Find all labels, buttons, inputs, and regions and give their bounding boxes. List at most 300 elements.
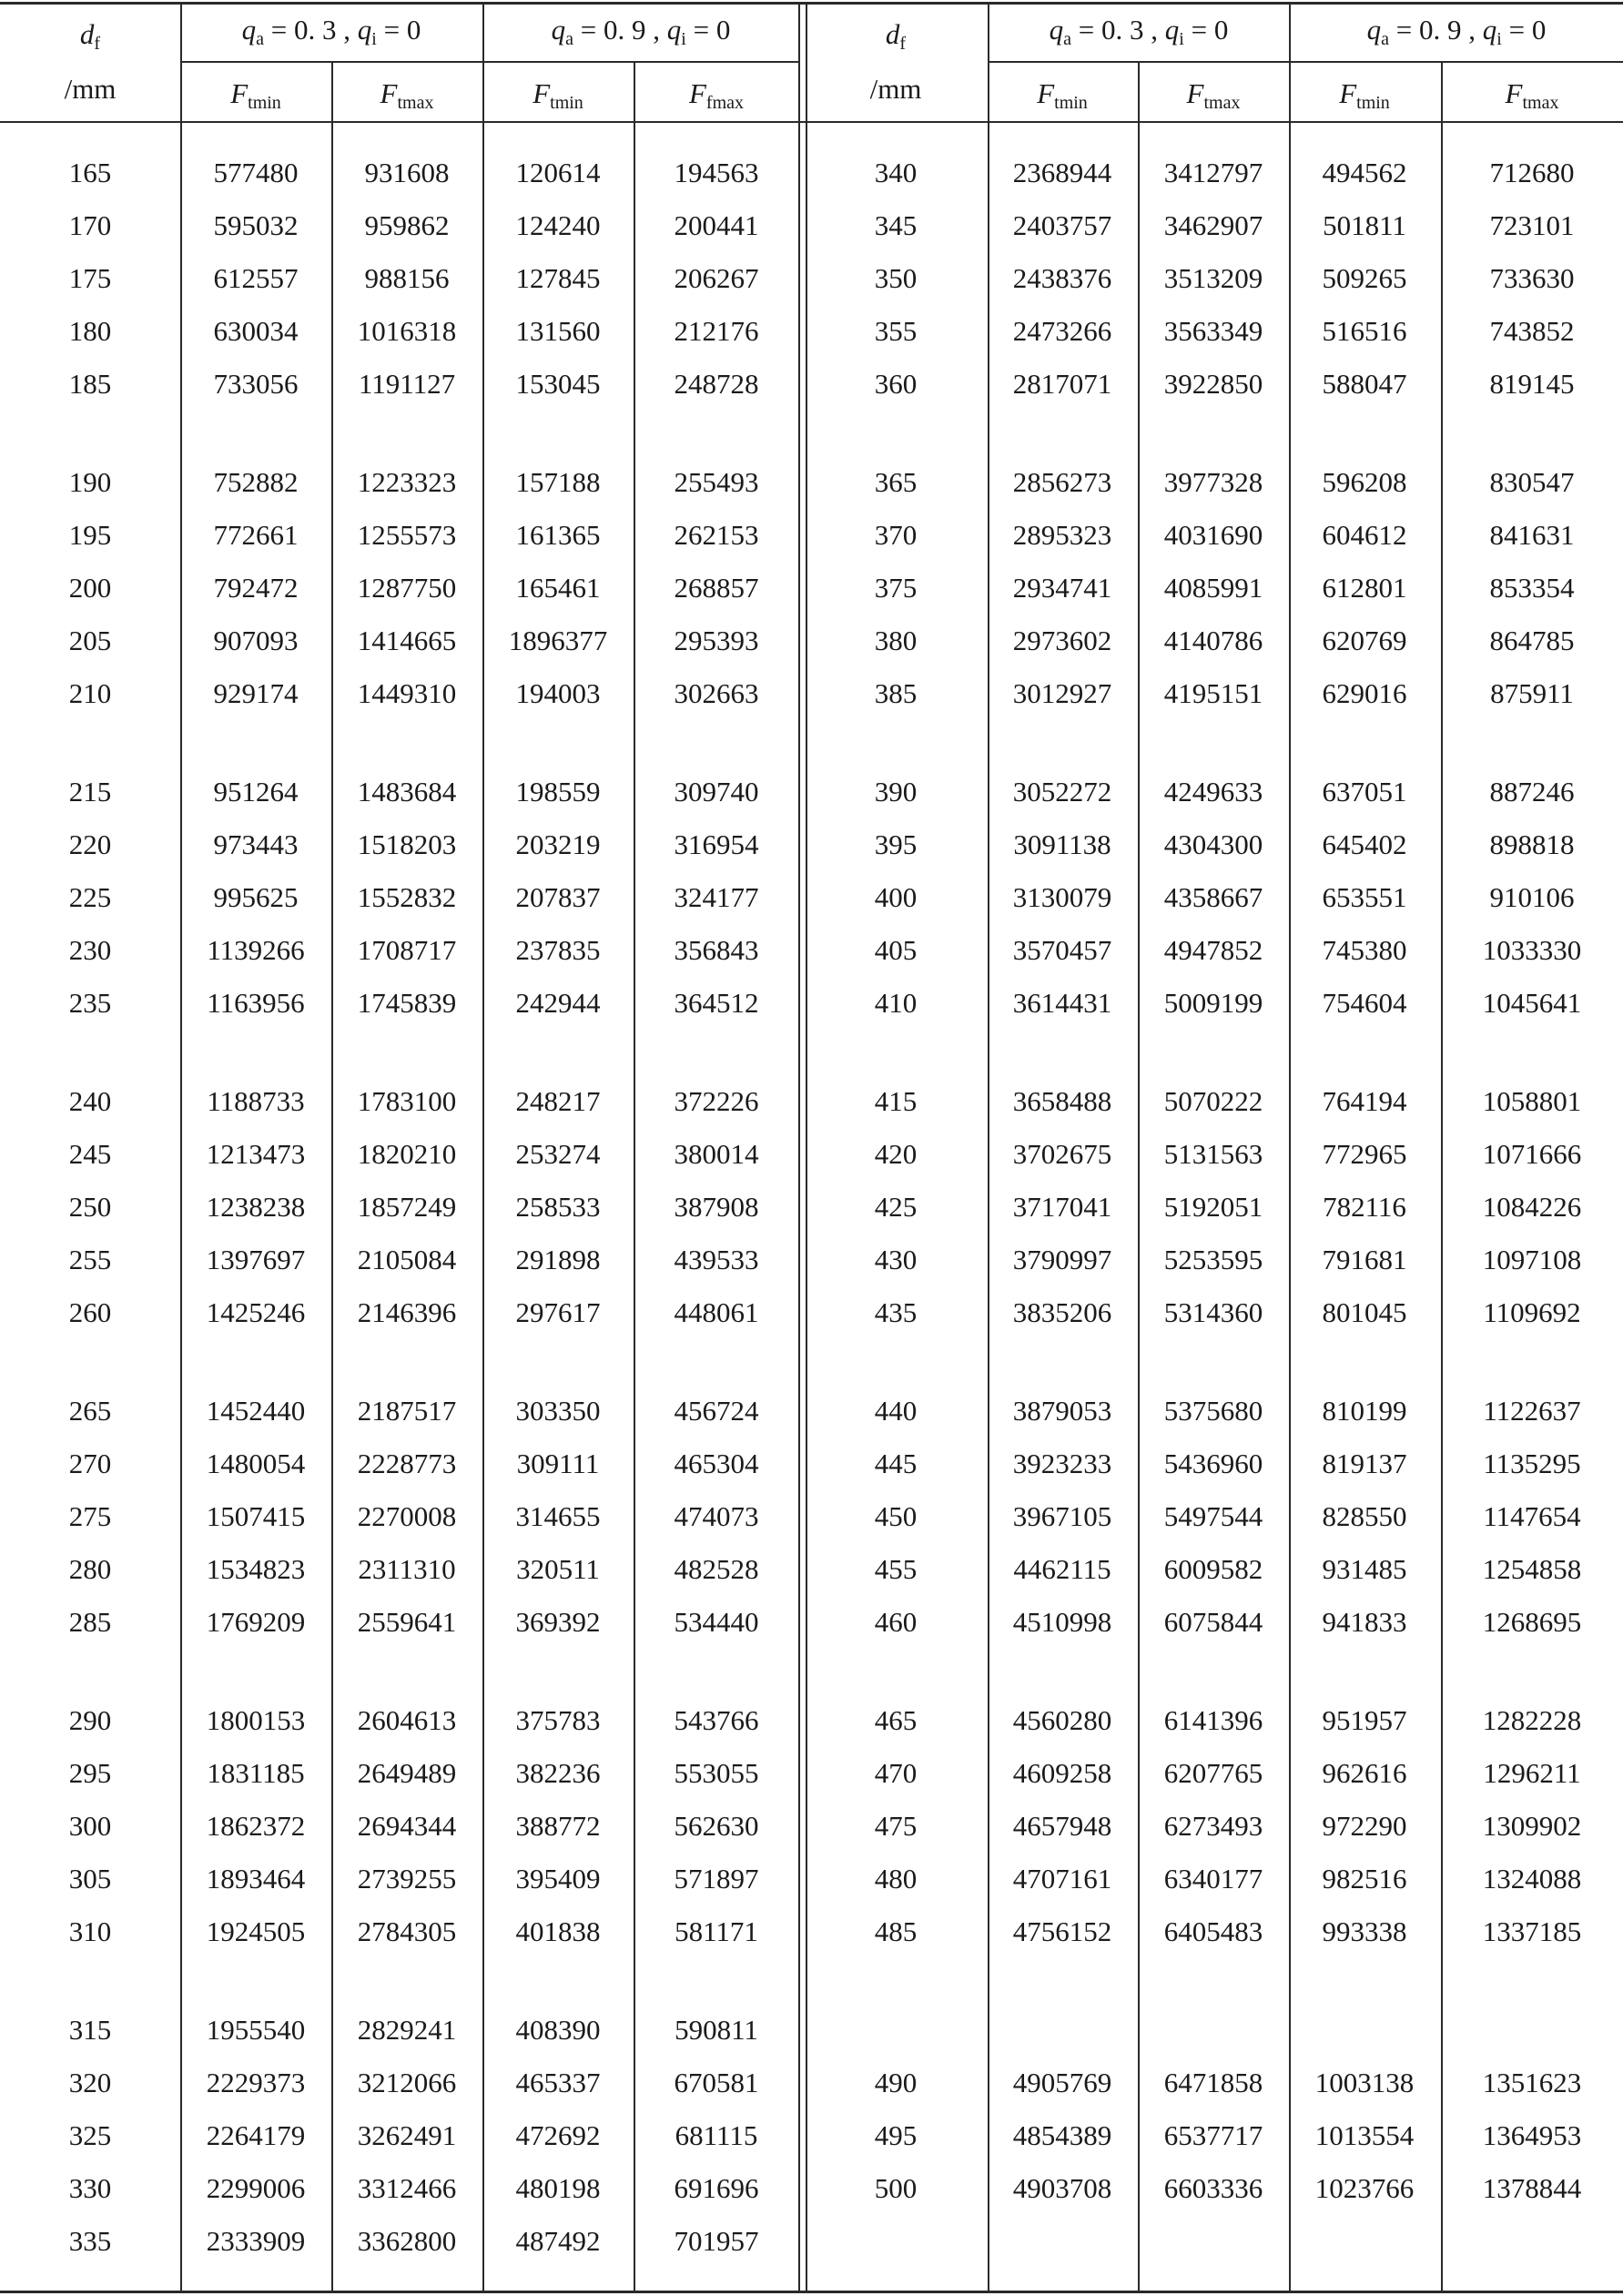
- left-qa09-fmax: 295393: [674, 625, 759, 656]
- right-qa03-ftmax: 4249633: [1163, 776, 1263, 808]
- left-df: 300: [68, 1810, 112, 1842]
- left-df: 195: [68, 519, 112, 551]
- right-qa03-ftmin: 2856273: [1012, 466, 1112, 498]
- left-df: 220: [68, 828, 112, 860]
- left-qa03-ftmin: 772661: [213, 519, 299, 551]
- left-qa09-ftmin: 127845: [515, 262, 601, 294]
- left-qa09-ftmin: 395409: [515, 1863, 601, 1895]
- left-qa03-ftmin: 1480054: [206, 1448, 306, 1479]
- right-qa03-ftmin: 4560280: [1012, 1704, 1112, 1736]
- left-df: 250: [68, 1191, 112, 1223]
- right-qa09-fmax: 853354: [1489, 572, 1575, 604]
- right-qa03-ftmax: 6273493: [1163, 1810, 1263, 1842]
- left-qa09-ftmin: 161365: [515, 519, 601, 551]
- right-qa03-ftmin: 2895323: [1012, 519, 1112, 551]
- left-qa03-ftmax: 3262491: [357, 2119, 457, 2151]
- left-qa09-fmax: 255493: [674, 466, 759, 498]
- col-header-right-0: Ftmin: [1037, 77, 1088, 113]
- right-df: 345: [874, 209, 918, 241]
- left-qa03-ftmin: 1534823: [206, 1553, 306, 1585]
- right-qa09-ftmin: 494562: [1322, 157, 1407, 188]
- left-qa03-ftmax: 1016318: [357, 315, 457, 347]
- right-qa09-fmax: 723101: [1489, 209, 1575, 241]
- right-df: 410: [874, 987, 918, 1019]
- left-qa09-fmax: 534440: [674, 1606, 759, 1638]
- left-qa09-fmax: 439533: [674, 1244, 759, 1275]
- right-df: 365: [874, 466, 918, 498]
- left-qa09-ftmin: 258533: [515, 1191, 601, 1223]
- col-header-left-1: Ftmax: [380, 77, 434, 113]
- right-qa03-ftmin: 3923233: [1012, 1448, 1112, 1479]
- right-df: 480: [874, 1863, 918, 1895]
- right-qa03-ftmin: 3012927: [1012, 677, 1112, 709]
- right-qa03-ftmin: 3790997: [1012, 1244, 1112, 1275]
- right-df: 380: [874, 625, 918, 656]
- right-qa03-ftmax: 5497544: [1163, 1500, 1263, 1532]
- left-qa03-ftmax: 2739255: [357, 1863, 457, 1895]
- left-df: 305: [68, 1863, 112, 1895]
- right-qa09-ftmin: 764194: [1322, 1085, 1407, 1117]
- right-df: 405: [874, 934, 918, 966]
- left-qa03-ftmax: 1857249: [357, 1191, 457, 1223]
- middle-double-rule-a: [798, 2, 800, 2293]
- right-qa09-fmax: 830547: [1489, 466, 1575, 498]
- right-qa09-fmax: 1254858: [1482, 1553, 1582, 1585]
- left-qa03-ftmin: 1163956: [207, 987, 305, 1019]
- right-qa03-ftmax: 4358667: [1163, 881, 1263, 913]
- left-qa09-fmax: 316954: [674, 828, 759, 860]
- right-qa09-ftmin: 596208: [1322, 466, 1407, 498]
- left-qa03-ftmax: 2270008: [357, 1500, 457, 1532]
- left-qa03-ftmin: 1507415: [206, 1500, 306, 1532]
- left-qa03-ftmax: 2311310: [358, 1553, 456, 1585]
- left-qa09-fmax: 248728: [674, 368, 759, 400]
- left-qa03-ftmax: 2187517: [357, 1395, 457, 1427]
- left-df: 215: [68, 776, 112, 808]
- left-qa09-ftmin: 1896377: [508, 625, 608, 656]
- right-qa09-fmax: 1084226: [1482, 1191, 1582, 1223]
- right-df: 375: [874, 572, 918, 604]
- right-df: 450: [874, 1500, 918, 1532]
- left-qa03-ftmax: 1552832: [357, 881, 457, 913]
- left-df: 295: [68, 1757, 112, 1789]
- left-qa03-ftmax: 1483684: [357, 776, 457, 808]
- right-df: 455: [874, 1553, 918, 1585]
- left-qa09-fmax: 590811: [675, 2014, 758, 2046]
- right-qa09-ftmin: 604612: [1322, 519, 1407, 551]
- right-qa09-fmax: 841631: [1489, 519, 1575, 551]
- left-qa03-ftmax: 931608: [364, 157, 450, 188]
- left-df: 170: [68, 209, 112, 241]
- right-qa03-ftmax: 3922850: [1163, 368, 1263, 400]
- bottom-rule: [0, 2291, 1623, 2293]
- col-rule: [1441, 61, 1443, 2293]
- right-qa09-fmax: 1296211: [1483, 1757, 1581, 1789]
- right-qa09-ftmin: 612801: [1322, 572, 1407, 604]
- right-qa09-fmax: 864785: [1489, 625, 1575, 656]
- right-qa03-ftmin: 3130079: [1012, 881, 1112, 913]
- right-qa09-ftmin: 993338: [1322, 1915, 1407, 1947]
- left-qa09-fmax: 356843: [674, 934, 759, 966]
- left-qa03-ftmax: 2649489: [357, 1757, 457, 1789]
- col-rule: [1289, 2, 1291, 2293]
- right-qa03-ftmin: 4707161: [1012, 1863, 1112, 1895]
- left-qa09-fmax: 701957: [674, 2225, 759, 2257]
- right-qa09-fmax: 887246: [1489, 776, 1575, 808]
- right-qa09-ftmin: 982516: [1322, 1863, 1407, 1895]
- left-qa09-fmax: 543766: [674, 1704, 759, 1736]
- left-qa03-ftmin: 792472: [213, 572, 299, 604]
- right-qa03-ftmin: 4462115: [1013, 1553, 1111, 1585]
- right-qa09-fmax: 1058801: [1482, 1085, 1582, 1117]
- left-qa09-ftmin: 120614: [515, 157, 601, 188]
- left-qa09-fmax: 364512: [674, 987, 759, 1019]
- right-qa09-ftmin: 620769: [1322, 625, 1407, 656]
- left-qa03-ftmax: 2559641: [357, 1606, 457, 1638]
- right-qa09-fmax: 1378844: [1482, 2172, 1582, 2204]
- left-df: 335: [68, 2225, 112, 2257]
- right-qa09-fmax: 1135295: [1483, 1448, 1581, 1479]
- right-df: 390: [874, 776, 918, 808]
- left-df: 225: [68, 881, 112, 913]
- right-qa03-ftmin: 2973602: [1012, 625, 1112, 656]
- left-qa03-ftmin: 1425246: [206, 1296, 306, 1328]
- right-qa03-ftmax: 5314360: [1163, 1296, 1263, 1328]
- header-bottom-rule: [0, 121, 1623, 123]
- col-rule: [180, 2, 182, 2293]
- left-df: 285: [68, 1606, 112, 1638]
- left-qa03-ftmax: 3212066: [357, 2067, 457, 2098]
- right-qa09-ftmin: 772965: [1322, 1138, 1407, 1170]
- right-df: 400: [874, 881, 918, 913]
- right-qa03-ftmin: 3614431: [1012, 987, 1112, 1019]
- right-qa03-ftmin: 4903708: [1012, 2172, 1112, 2204]
- right-df: 470: [874, 1757, 918, 1789]
- right-qa03-ftmin: 3091138: [1013, 828, 1111, 860]
- left-qa03-ftmin: 973443: [213, 828, 299, 860]
- right-qa09-ftmin: 941833: [1322, 1606, 1407, 1638]
- right-qa03-ftmin: 2403757: [1012, 209, 1112, 241]
- left-qa03-ftmin: 951264: [213, 776, 299, 808]
- right-qa03-ftmax: 5192051: [1163, 1191, 1263, 1223]
- right-qa03-ftmin: 3658488: [1012, 1085, 1112, 1117]
- right-qa03-ftmax: 5375680: [1163, 1395, 1263, 1427]
- right-qa09-fmax: 898818: [1489, 828, 1575, 860]
- left-df: 275: [68, 1500, 112, 1532]
- right-qa09-ftmin: 951957: [1322, 1704, 1407, 1736]
- right-qa03-ftmin: 4657948: [1012, 1810, 1112, 1842]
- left-qa03-ftmax: 2146396: [357, 1296, 457, 1328]
- right-df: 370: [874, 519, 918, 551]
- right-qa03-ftmin: 2817071: [1012, 368, 1112, 400]
- right-qa03-ftmin: 3835206: [1012, 1296, 1112, 1328]
- left-qa09-fmax: 387908: [674, 1191, 759, 1223]
- left-qa03-ftmax: 2604613: [357, 1704, 457, 1736]
- right-qa09-ftmin: 801045: [1322, 1296, 1407, 1328]
- left-qa09-fmax: 200441: [674, 209, 759, 241]
- left-qa09-ftmin: 309111: [516, 1448, 600, 1479]
- right-df: 420: [874, 1138, 918, 1170]
- left-qa09-fmax: 212176: [674, 315, 759, 347]
- left-qa03-ftmax: 1518203: [357, 828, 457, 860]
- left-qa03-ftmax: 1745839: [357, 987, 457, 1019]
- right-qa09-fmax: 1364953: [1482, 2119, 1582, 2151]
- left-qa03-ftmax: 988156: [364, 262, 450, 294]
- right-qa09-fmax: 1282228: [1482, 1704, 1582, 1736]
- right-df: 350: [874, 262, 918, 294]
- left-qa03-ftmax: 3362800: [357, 2225, 457, 2257]
- left-qa03-ftmin: 2229373: [206, 2067, 306, 2098]
- left-qa09-ftmin: 237835: [515, 934, 601, 966]
- right-df: 360: [874, 368, 918, 400]
- left-df: 230: [68, 934, 112, 966]
- df-unit-left: /mm: [64, 73, 117, 105]
- right-qa03-ftmax: 3412797: [1163, 157, 1263, 188]
- right-df: 340: [874, 157, 918, 188]
- left-qa03-ftmax: 1449310: [357, 677, 457, 709]
- df-unit-right: /mm: [869, 73, 922, 105]
- right-qa03-ftmin: 4510998: [1012, 1606, 1112, 1638]
- right-qa09-ftmin: 962616: [1322, 1757, 1407, 1789]
- left-qa03-ftmax: 1223323: [357, 466, 457, 498]
- right-qa09-fmax: 1033330: [1482, 934, 1582, 966]
- right-qa03-ftmin: 2473266: [1012, 315, 1112, 347]
- right-qa09-ftmin: 1003138: [1314, 2067, 1415, 2098]
- right-qa03-ftmin: 4905769: [1012, 2067, 1112, 2098]
- left-qa09-ftmin: 401838: [515, 1915, 601, 1947]
- left-qa09-fmax: 571897: [674, 1863, 759, 1895]
- right-qa09-ftmin: 782116: [1323, 1191, 1406, 1223]
- left-df: 270: [68, 1448, 112, 1479]
- left-df: 290: [68, 1704, 112, 1736]
- right-qa09-fmax: 712680: [1489, 157, 1575, 188]
- right-qa09-fmax: 1122637: [1483, 1395, 1581, 1427]
- left-qa09-ftmin: 124240: [515, 209, 601, 241]
- right-qa09-ftmin: 1023766: [1314, 2172, 1415, 2204]
- right-qa09-ftmin: 828550: [1322, 1500, 1407, 1532]
- right-qa03-ftmax: 3977328: [1163, 466, 1263, 498]
- right-qa03-ftmax: 5253595: [1163, 1244, 1263, 1275]
- left-df: 310: [68, 1915, 112, 1947]
- left-df: 330: [68, 2172, 112, 2204]
- right-qa09-fmax: 875911: [1490, 677, 1574, 709]
- left-qa03-ftmin: 1213473: [206, 1138, 306, 1170]
- left-qa03-ftmax: 1191127: [358, 368, 456, 400]
- left-df: 205: [68, 625, 112, 656]
- right-qa03-ftmax: 4304300: [1163, 828, 1263, 860]
- right-df: 490: [874, 2067, 918, 2098]
- left-qa09-fmax: 681115: [675, 2119, 758, 2151]
- left-qa03-ftmax: 2829241: [357, 2014, 457, 2046]
- right-qa09-ftmin: 509265: [1322, 262, 1407, 294]
- right-qa03-ftmin: 3967105: [1012, 1500, 1112, 1532]
- right-qa09-ftmin: 754604: [1322, 987, 1407, 1019]
- right-qa09-ftmin: 516516: [1322, 315, 1407, 347]
- col-rule: [1138, 61, 1140, 2293]
- right-df: 495: [874, 2119, 918, 2151]
- right-qa09-fmax: 1147654: [1483, 1500, 1581, 1532]
- right-qa09-ftmin: 501811: [1323, 209, 1406, 241]
- left-qa09-fmax: 691696: [674, 2172, 759, 2204]
- left-df: 325: [68, 2119, 112, 2151]
- middle-double-rule-b: [806, 2, 807, 2293]
- left-df: 180: [68, 315, 112, 347]
- left-qa03-ftmax: 2228773: [357, 1448, 457, 1479]
- left-qa09-ftmin: 369392: [515, 1606, 601, 1638]
- left-qa09-ftmin: 194003: [515, 677, 601, 709]
- left-qa09-ftmin: 303350: [515, 1395, 601, 1427]
- left-qa09-ftmin: 291898: [515, 1244, 601, 1275]
- right-qa09-ftmin: 588047: [1322, 368, 1407, 400]
- right-df: 430: [874, 1244, 918, 1275]
- left-qa09-fmax: 302663: [674, 677, 759, 709]
- group-header-b-right: qa = 0. 9 , qi = 0: [1366, 14, 1547, 49]
- right-qa03-ftmin: 2934741: [1012, 572, 1112, 604]
- left-qa09-fmax: 372226: [674, 1085, 759, 1117]
- right-df: 485: [874, 1915, 918, 1947]
- right-qa09-fmax: 1337185: [1482, 1915, 1582, 1947]
- right-qa03-ftmax: 5436960: [1163, 1448, 1263, 1479]
- right-df: 435: [874, 1296, 918, 1328]
- left-qa09-ftmin: 382236: [515, 1757, 601, 1789]
- right-qa09-fmax: 1324088: [1482, 1863, 1582, 1895]
- right-qa03-ftmax: 5131563: [1163, 1138, 1263, 1170]
- right-qa09-ftmin: 972290: [1322, 1810, 1407, 1842]
- left-df: 320: [68, 2067, 112, 2098]
- left-df: 265: [68, 1395, 112, 1427]
- left-qa09-ftmin: 297617: [515, 1296, 601, 1328]
- left-qa03-ftmin: 1238238: [206, 1191, 306, 1223]
- right-qa09-ftmin: 645402: [1322, 828, 1407, 860]
- left-qa09-ftmin: 207837: [515, 881, 601, 913]
- col-header-right-1: Ftmax: [1186, 77, 1241, 113]
- left-qa03-ftmin: 577480: [213, 157, 299, 188]
- left-qa09-ftmin: 165461: [515, 572, 601, 604]
- left-df: 190: [68, 466, 112, 498]
- left-qa09-fmax: 309740: [674, 776, 759, 808]
- left-qa09-fmax: 324177: [674, 881, 759, 913]
- left-qa09-fmax: 482528: [674, 1553, 759, 1585]
- left-qa03-ftmin: 929174: [213, 677, 299, 709]
- left-qa09-ftmin: 408390: [515, 2014, 601, 2046]
- left-qa09-ftmin: 487492: [515, 2225, 601, 2257]
- left-qa03-ftmax: 1414665: [357, 625, 457, 656]
- col-header-left-3: Ffmax: [688, 77, 745, 113]
- left-qa03-ftmin: 1397697: [206, 1244, 306, 1275]
- right-df: 445: [874, 1448, 918, 1479]
- left-qa03-ftmin: 995625: [213, 881, 299, 913]
- left-qa03-ftmin: 612557: [213, 262, 299, 294]
- left-qa09-fmax: 380014: [674, 1138, 759, 1170]
- left-df: 165: [68, 157, 112, 188]
- right-qa03-ftmin: 3879053: [1012, 1395, 1112, 1427]
- right-qa03-ftmin: 4854389: [1012, 2119, 1112, 2151]
- right-qa03-ftmax: 5070222: [1163, 1085, 1263, 1117]
- right-qa03-ftmin: 3702675: [1012, 1138, 1112, 1170]
- left-qa09-ftmin: 314655: [515, 1500, 601, 1532]
- left-qa09-fmax: 268857: [674, 572, 759, 604]
- left-df: 175: [68, 262, 112, 294]
- right-df: 385: [874, 677, 918, 709]
- left-qa03-ftmax: 2105084: [357, 1244, 457, 1275]
- left-qa03-ftmax: 3312466: [357, 2172, 457, 2204]
- left-qa09-ftmin: 203219: [515, 828, 601, 860]
- left-df: 210: [68, 677, 112, 709]
- left-qa09-ftmin: 480198: [515, 2172, 601, 2204]
- right-qa03-ftmax: 3563349: [1163, 315, 1263, 347]
- right-qa03-ftmax: 3513209: [1163, 262, 1263, 294]
- right-qa03-ftmax: 6603336: [1163, 2172, 1263, 2204]
- group-header-a-left: qa = 0. 3 , qi = 0: [241, 14, 421, 49]
- right-qa09-ftmin: 791681: [1322, 1244, 1407, 1275]
- right-df: 425: [874, 1191, 918, 1223]
- right-qa09-fmax: 1071666: [1482, 1138, 1582, 1170]
- left-qa03-ftmin: 733056: [213, 368, 299, 400]
- right-qa09-fmax: 733630: [1489, 262, 1575, 294]
- left-qa09-fmax: 670581: [674, 2067, 759, 2098]
- right-qa03-ftmax: 4947852: [1163, 934, 1263, 966]
- left-qa09-ftmin: 253274: [515, 1138, 601, 1170]
- right-qa03-ftmax: 4140786: [1163, 625, 1263, 656]
- left-df: 240: [68, 1085, 112, 1117]
- right-qa09-ftmin: 745380: [1322, 934, 1407, 966]
- col-header-left-0: Ftmin: [230, 77, 281, 113]
- right-qa09-ftmin: 629016: [1322, 677, 1407, 709]
- right-df: 460: [874, 1606, 918, 1638]
- left-qa09-ftmin: 465337: [515, 2067, 601, 2098]
- right-qa09-ftmin: 810199: [1322, 1395, 1407, 1427]
- left-df: 185: [68, 368, 112, 400]
- col-header-left-2: Ftmin: [533, 77, 583, 113]
- right-df: 355: [874, 315, 918, 347]
- right-qa09-fmax: 910106: [1489, 881, 1575, 913]
- df-header-left: df: [79, 18, 101, 54]
- left-qa09-ftmin: 153045: [515, 368, 601, 400]
- left-qa03-ftmin: 630034: [213, 315, 299, 347]
- col-rule: [331, 61, 333, 2293]
- right-qa03-ftmin: 3052272: [1012, 776, 1112, 808]
- left-qa09-fmax: 553055: [674, 1757, 759, 1789]
- col-header-right-3: Ftmax: [1505, 77, 1559, 113]
- left-qa09-ftmin: 198559: [515, 776, 601, 808]
- left-qa03-ftmin: 2333909: [206, 2225, 306, 2257]
- left-qa03-ftmin: 752882: [213, 466, 299, 498]
- left-qa09-ftmin: 320511: [516, 1553, 600, 1585]
- right-qa09-ftmin: 931485: [1322, 1553, 1407, 1585]
- right-qa03-ftmin: 3570457: [1012, 934, 1112, 966]
- left-qa03-ftmax: 1287750: [357, 572, 457, 604]
- left-qa03-ftmax: 1820210: [357, 1138, 457, 1170]
- right-df: 475: [874, 1810, 918, 1842]
- right-qa09-fmax: 819145: [1489, 368, 1575, 400]
- right-qa03-ftmin: 4609258: [1012, 1757, 1112, 1789]
- left-qa03-ftmin: 1188733: [207, 1085, 305, 1117]
- right-qa09-fmax: 1351623: [1482, 2067, 1582, 2098]
- right-qa03-ftmax: 6340177: [1163, 1863, 1263, 1895]
- left-qa03-ftmax: 1783100: [357, 1085, 457, 1117]
- right-qa03-ftmax: 6009582: [1163, 1553, 1263, 1585]
- left-df: 255: [68, 1244, 112, 1275]
- left-qa09-ftmin: 242944: [515, 987, 601, 1019]
- left-qa09-fmax: 448061: [674, 1296, 759, 1328]
- top-rule: [0, 2, 1623, 5]
- right-qa03-ftmax: 5009199: [1163, 987, 1263, 1019]
- right-qa03-ftmax: 4195151: [1163, 677, 1263, 709]
- right-qa09-fmax: 1309902: [1482, 1810, 1582, 1842]
- left-df: 260: [68, 1296, 112, 1328]
- col-rule: [988, 2, 989, 2293]
- right-qa03-ftmax: 6537717: [1163, 2119, 1263, 2151]
